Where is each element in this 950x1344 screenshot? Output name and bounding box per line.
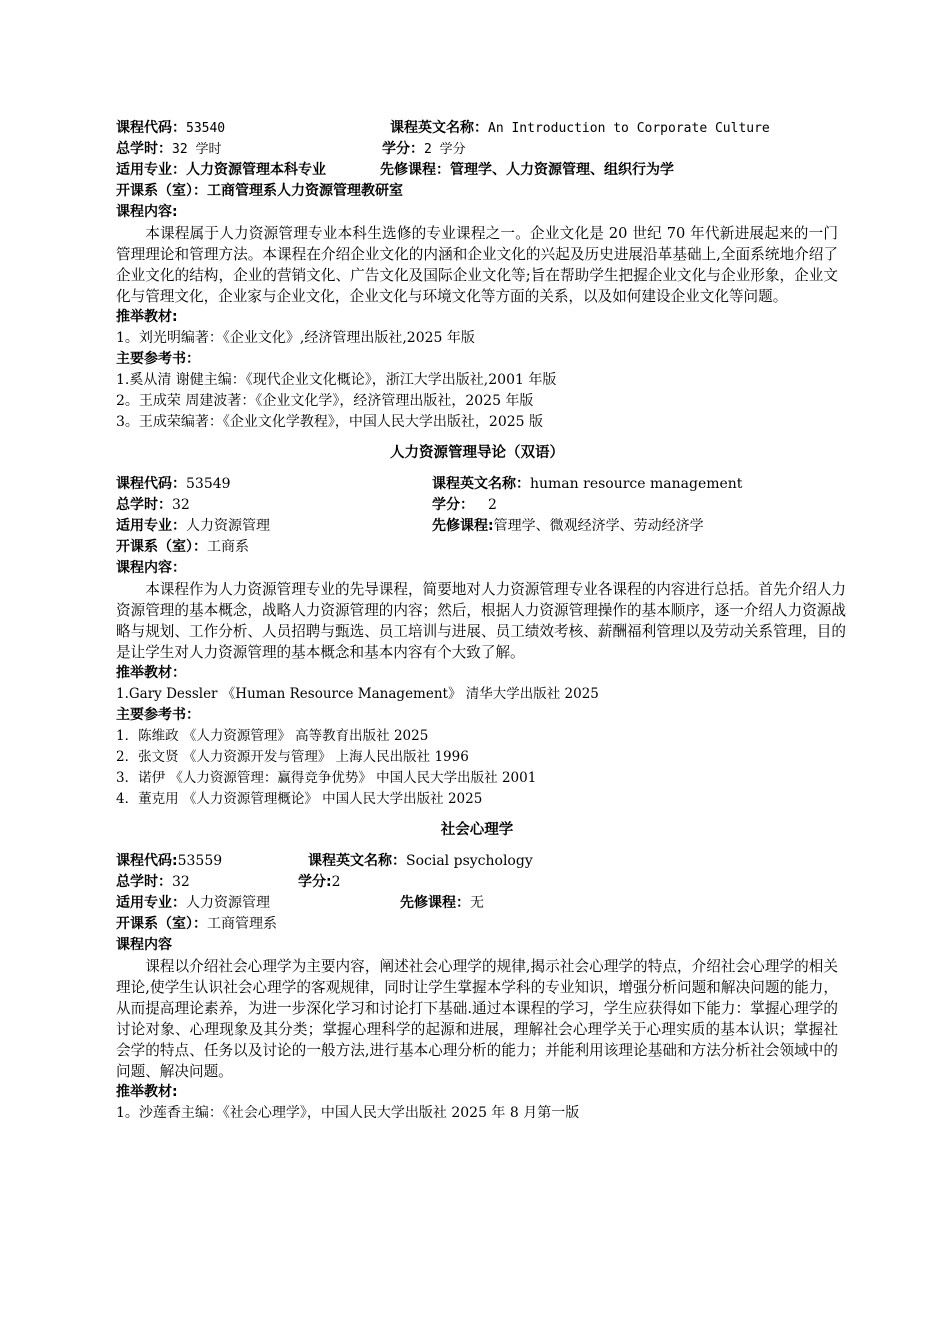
c3-textbook-label: 推举教材: <box>116 1084 178 1100</box>
c3-dept: 工商管理系 <box>207 916 277 932</box>
c2-row-code <box>116 474 838 495</box>
c1-code-label: 课程代码： <box>116 120 186 136</box>
c1-hours-label: 总学时： <box>116 141 172 157</box>
c3-row-hours <box>116 872 838 893</box>
c1-credit: 2 学分 <box>424 142 466 157</box>
c3-pre: 无 <box>470 895 484 911</box>
c2-hours-label: 总学时： <box>116 497 172 513</box>
c2-row-hours <box>116 495 838 516</box>
c3-row-major <box>116 893 838 914</box>
c2-credit: 2 <box>488 497 497 513</box>
c1-ref-2: 3。王成荣编著：《企业文化学教程》，中国人民大学出版社，2025 版 <box>116 414 543 430</box>
c2-content: 本课程作为人力资源管理专业的先导课程，简要地对人力资源管理专业各课程的内容进行总括。首先介绍人力资源管理的基本概念，战略人力资源管理的内容；然后，根据人力资源管理操作的基本顺序，逐一介绍人力资源战略与规划、工作分析、人员招聘与甄选、员工培训与进展、员工绩效考核、薪酬福利管理以及劳动关系管理，目的是让学生对人力资源管理的基本概念和基本内容有个大致了解。 <box>116 581 846 661</box>
c3-dept-label: 开课系（室）： <box>116 916 207 932</box>
c3-content: 课程以介绍社会心理学为主要内容，阐述社会心理学的规律,揭示社会心理学的特点，介绍社会心理学的相关理论,使学生认识社会心理学的客观规律，同时让学生掌握本学科的专业知识，增强分析问题和解决问题的能力，从而提高理论素养，为进一步深化学习和讨论打下基础.通过本课程的学习，学生应获得如下能力：掌握心理学的讨论对象、心理现象及其分类；掌握心理科学的起源和进展，理解社会心理学关于心理实质的基本认识；掌握社会学的特点、任务以及讨论的一般方法,进行基本心理分析的能力；并能利用该理论基础和方法分析社会领域中的问题、解决问题。 <box>116 958 838 1080</box>
c1-content: 本课程属于人力资源管理专业本科生选修的专业课程之一。企业文化是 20 世纪 70 年代新进展起来的一门管理理论和管理方法。本课程在介绍企业文化的内涵和企业文化的兴起及历史进展沿革基础上,全面系统地介绍了企业文化的结构，企业的营销文化、广告文化及国际企业文化等;旨在帮助学生把握企业文化与企业形象，企业文化与管理文化，企业家与企业文化，企业文化与环境文化等方面的关系，以及如何建设企业文化等问题。 <box>116 225 838 305</box>
c3-credit: 2 <box>331 874 341 890</box>
c3-en: Social psychology <box>406 853 533 869</box>
c3-code: 53559 <box>177 853 223 869</box>
c2-major: 人力资源管理 <box>186 518 270 534</box>
c2-dept-label: 开课系（室）： <box>116 539 207 555</box>
c1-en: An Introduction to Corporate Culture <box>488 121 770 136</box>
c3-major: 人力资源管理 <box>186 895 270 911</box>
c2-hours: 32 <box>172 497 190 513</box>
c2-title: 人力资源管理导论（双语） <box>390 445 564 461</box>
c1-code: 53540 <box>186 121 226 136</box>
c2-pre: 管理学、微观经济学、劳动经济学 <box>493 518 704 534</box>
c2-dept: 工商系 <box>207 539 249 555</box>
c1-row-hours <box>116 139 838 160</box>
c2-en-label: 课程英文名称： <box>432 476 530 492</box>
c3-major-label: 适用专业： <box>116 895 186 911</box>
c1-content-label: 课程内容: <box>116 204 178 220</box>
c2-row-dept <box>116 537 838 558</box>
c3-credit-label: 学分: <box>298 874 332 890</box>
c2-ref-2: 3．诺伊 《人力资源管理：赢得竞争优势》 中国人民大学出版社 2001 <box>116 770 537 786</box>
c1-major-label: 适用专业： <box>116 162 186 178</box>
c1-textbook-0: 1。刘光明编著：《企业文化》,经济管理出版社,2025 年版 <box>116 330 475 346</box>
c2-content-label: 课程内容： <box>116 560 186 576</box>
c3-hours: 32 <box>172 874 190 890</box>
c1-credit-label: 学分： <box>382 141 424 157</box>
c3-pre-label: 先修课程： <box>400 895 470 911</box>
c2-refs-label: 主要参考书： <box>116 707 200 723</box>
c2-textbook-0: 1.Gary Dessler 《Human Resource Management》 清华大学出版社 2025 <box>116 686 599 702</box>
c2-en: human resource management <box>530 476 743 492</box>
c1-pre: 管理学、人力资源管理、组织行为学 <box>450 162 674 178</box>
c2-ref-3: 4．董克用 《人力资源管理概论》 中国人民大学出版社 2025 <box>116 791 483 807</box>
c3-code-label: 课程代码: <box>116 853 178 869</box>
c2-textbook-label: 推举教材： <box>116 665 186 681</box>
c3-en-label: 课程英文名称： <box>308 853 406 869</box>
c1-en-label: 课程英文名称： <box>390 120 488 136</box>
c1-row-dept <box>116 181 838 202</box>
c2-credit-label: 学分： <box>432 497 474 513</box>
c3-row-dept <box>116 914 838 935</box>
c1-ref-1: 2。王成荣 周建波著：《企业文化学》，经济管理出版社，2025 年版 <box>116 393 534 409</box>
c1-textbook-label: 推举教材: <box>116 309 178 325</box>
c1-dept: 工商管理系人力资源管理教研室 <box>207 183 403 199</box>
c3-row-code <box>116 851 838 872</box>
c2-ref-1: 2．张文贤 《人力资源开发与管理》 上海人民出版社 1996 <box>116 749 469 765</box>
c3-hours-label: 总学时： <box>116 874 172 890</box>
c2-code: 53549 <box>186 476 231 492</box>
c2-major-label: 适用专业： <box>116 518 186 534</box>
c1-pre-label: 先修课程： <box>380 162 450 178</box>
c1-major: 人力资源管理本科专业 <box>186 162 326 178</box>
c2-ref-0: 1．陈维政 《人力资源管理》 高等教育出版社 2025 <box>116 728 429 744</box>
c1-dept-label: 开课系（室）： <box>116 183 207 199</box>
c2-row-major <box>116 516 838 537</box>
c2-pre-label: 先修课程: <box>432 518 494 534</box>
c1-row-code <box>116 118 838 139</box>
c1-ref-0: 1.奚从清 谢健主编：《现代企业文化概论》，浙江大学出版社,2001 年版 <box>116 372 557 388</box>
c1-hours: 32 学时 <box>172 142 222 157</box>
document-page <box>116 118 846 1124</box>
c2-code-label: 课程代码： <box>116 476 186 492</box>
c3-content-label: 课程内容 <box>116 937 172 953</box>
c3-textbook-0: 1。沙莲香主编：《社会心理学》，中国人民大学出版社 2025 年 8 月第一版 <box>116 1105 580 1121</box>
c3-title: 社会心理学 <box>440 822 514 838</box>
c1-row-major <box>116 160 838 181</box>
c1-refs-label: 主要参考书： <box>116 351 200 367</box>
